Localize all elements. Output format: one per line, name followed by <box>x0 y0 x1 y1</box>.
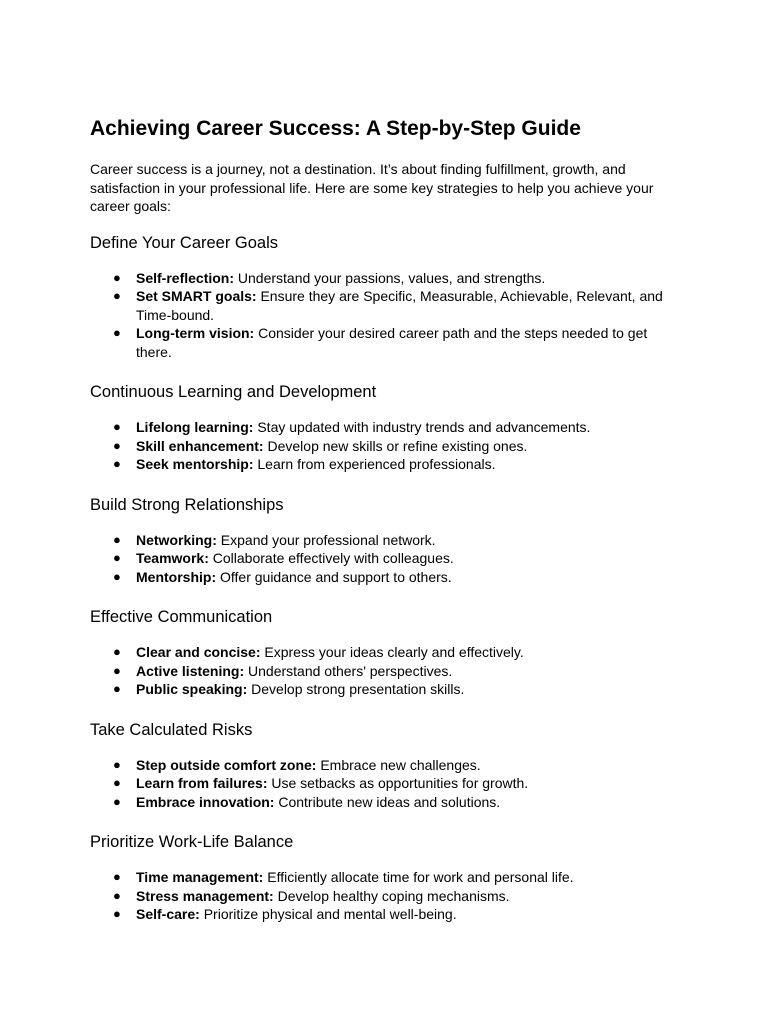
bullet-list <box>90 868 678 924</box>
document-title: Achieving Career Success: A Step-by-Step Guide <box>90 117 581 140</box>
item-text: Collaborate effectively with colleagues. <box>208 550 454 566</box>
list-item <box>90 643 678 662</box>
list-item <box>90 568 678 587</box>
list-item <box>90 905 678 924</box>
item-term: Teamwork: <box>136 550 209 566</box>
item-term: Clear and concise: <box>136 644 261 660</box>
bullet-icon: ● <box>113 550 121 565</box>
section <box>90 495 678 587</box>
item-text: Embrace new challenges. <box>316 756 481 773</box>
section-heading: Take Calculated Risks <box>90 720 253 739</box>
item-text: Develop healthy coping mechanisms. <box>273 887 510 904</box>
list-item <box>90 680 678 699</box>
bullet-icon: ● <box>113 775 121 790</box>
item-term: Learn from failures: <box>136 775 268 791</box>
item-term: Skill enhancement: <box>136 437 264 454</box>
bullet-icon: ● <box>113 456 121 471</box>
item-text: Consider your desired career path and the steps needed to get there. <box>136 325 648 360</box>
item-term: Set SMART goals: <box>136 288 257 304</box>
list-item <box>90 793 678 812</box>
bullet-icon: ● <box>113 531 121 547</box>
list-item <box>90 287 678 324</box>
bullet-icon: ● <box>113 437 121 453</box>
bullet-list <box>90 531 678 587</box>
bullet-icon: ● <box>113 288 121 303</box>
item-text: Efficiently allocate time for work and personal life. <box>263 869 574 885</box>
item-term: Mentorship: <box>136 568 217 585</box>
item-term: Self-care: <box>136 906 200 922</box>
list-item <box>90 662 678 681</box>
item-text: Understand your passions, values, and strengths. <box>234 269 546 286</box>
section <box>90 382 678 474</box>
sections-container <box>90 233 678 924</box>
item-term: Time management: <box>136 869 264 885</box>
list-item <box>90 774 678 793</box>
list-item <box>90 418 678 437</box>
item-text: Develop new skills or refine existing ones. <box>263 437 528 454</box>
item-text: Develop strong presentation skills. <box>247 681 465 697</box>
bullet-list <box>90 418 678 474</box>
item-text: Understand others' perspectives. <box>244 662 453 679</box>
item-text: Ensure they are Specific, Measurable, Achievable, Relevant, and Time-bound. <box>136 288 663 323</box>
bullet-icon: ● <box>113 681 121 696</box>
list-item <box>90 437 678 456</box>
item-text: Use setbacks as opportunities for growth. <box>267 775 529 791</box>
section-heading: Effective Communication <box>90 608 273 626</box>
bullet-icon: ● <box>113 568 121 584</box>
bullet-list <box>90 269 678 362</box>
list-item <box>90 269 678 288</box>
bullet-icon: ● <box>113 793 121 809</box>
section <box>90 233 678 362</box>
item-text: Prioritize physical and mental well-being. <box>199 906 457 922</box>
bullet-icon: ● <box>113 887 121 903</box>
section-heading: Build Strong Relationships <box>90 495 284 514</box>
item-text: Offer guidance and support to others. <box>216 568 452 585</box>
bullet-icon: ● <box>113 325 121 340</box>
bullet-icon: ● <box>113 756 121 772</box>
item-text: Stay updated with industry trends and advancements. <box>253 419 591 435</box>
bullet-icon: ● <box>113 269 121 285</box>
item-term: Self-reflection: <box>136 269 235 286</box>
bullet-icon: ● <box>113 906 121 921</box>
bullet-icon: ● <box>113 644 121 659</box>
list-item <box>90 531 678 550</box>
bullet-list <box>90 643 678 699</box>
item-term: Seek mentorship: <box>136 456 254 472</box>
section <box>90 832 678 924</box>
section-heading: Define Your Career Goals <box>90 233 279 252</box>
item-term: Long-term vision: <box>136 325 255 341</box>
item-text: Contribute new ideas and solutions. <box>274 793 501 810</box>
list-item <box>90 756 678 775</box>
item-text: Expand your professional network. <box>216 531 436 548</box>
item-term: Public speaking: <box>136 681 248 697</box>
item-term: Stress management: <box>136 887 274 904</box>
item-term: Networking: <box>136 531 217 548</box>
bullet-icon: ● <box>113 869 121 884</box>
item-term: Step outside comfort zone: <box>136 756 317 773</box>
bullet-icon: ● <box>113 419 121 434</box>
item-term: Active listening: <box>136 662 245 679</box>
section <box>90 720 678 812</box>
item-text: Express your ideas clearly and effectively. <box>260 644 524 660</box>
list-item <box>90 549 678 568</box>
bullet-icon: ● <box>113 662 121 678</box>
item-term: Lifelong learning: <box>136 419 254 435</box>
item-term: Embrace innovation: <box>136 793 275 810</box>
intro-paragraph: Career success is a journey, not a destination. It’s about finding fulfillment, growth, and satisfaction in your professional life. Here are some key strategies to help you achieve your career goals: <box>90 161 654 214</box>
list-item <box>90 455 678 474</box>
list-item <box>90 868 678 887</box>
bullet-list <box>90 756 678 812</box>
list-item <box>90 887 678 906</box>
section-heading: Continuous Learning and Development <box>90 383 377 401</box>
item-text: Learn from experienced professionals. <box>253 456 496 472</box>
section-heading: Prioritize Work-Life Balance <box>90 833 294 851</box>
section <box>90 607 678 699</box>
list-item <box>90 324 678 361</box>
